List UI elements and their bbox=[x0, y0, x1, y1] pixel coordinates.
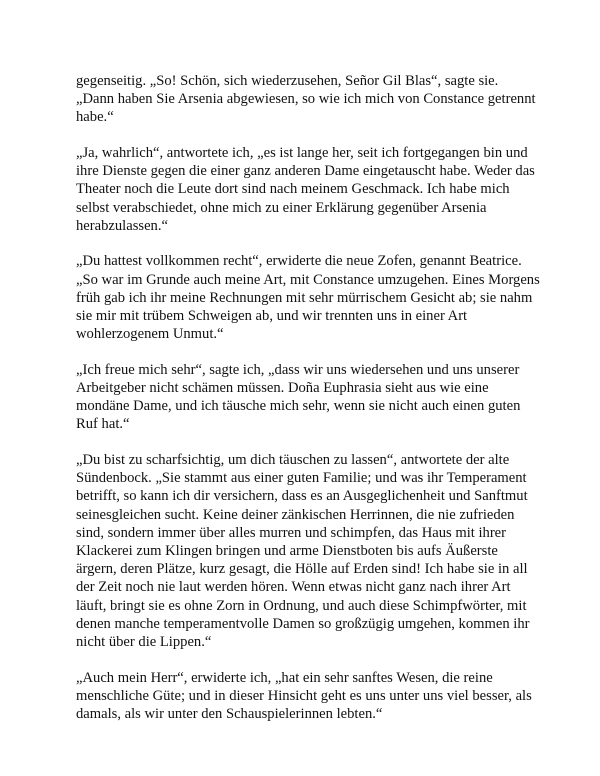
paragraph-2: „Ja, wahrlich“, antwortete ich, „es ist lange her, seit ich fortgegangen bin und ihre Dienste gegen die einer ganz anderen Dame eingetauscht habe. Weder das Theater noch die Leute dort sind nach meinem Geschmack. Ich habe mich selbst verabschiedet, ohne mich zu einer Erklärung gegenüber Arsenia herabzulassen.“ bbox=[76, 145, 535, 234]
paragraph-5: „Du bist zu scharfsichtig, um dich täuschen zu lassen“, antwortete der alte Sündenbock. „Sie stammt aus einer guten Familie; und was ihr Temperament betrifft, so kann ich dir versichern, dass es an Ausgeglichenheit und Sanftmut seinesgleichen sucht. Keine deiner zänkischen Herrinnen, die nie zufrieden sind, sondern immer über alles murren und schimpfen, das Haus mit ihrer Klackerei zum Klingen bringen und arme Dienstboten bis aufs Äußerste ärgern, deren Plätze, kurz gesagt, die Hölle auf Erden sind! Ich habe sie in all der Zeit noch nie laut werden hören. Wenn etwas nicht ganz nach ihrer Art läuft, bringt sie es ohne Zorn in Ordnung, und auch diese Schimpfwörter, mit denen manche temperamentvolle Damen so großzügig umgehen, kommen ihr nicht über die Lippen.“ bbox=[76, 452, 530, 651]
body-text bbox=[76, 72, 540, 741]
paragraph-4: „Ich freue mich sehr“, sagte ich, „dass wir uns wiedersehen und uns unserer Arbeitgeber nicht schämen müssen. Doña Euphrasia sieht aus wie eine mondäne Dame, und ich täusche mich sehr, wenn sie nicht auch einen guten Ruf hat.“ bbox=[76, 361, 521, 433]
paragraph-1: gegenseitig. „So! Schön, sich wiederzusehen, Señor Gil Blas“, sagte sie. „Dann haben Sie Arsenia abgewiesen, so wie ich mich von Constance getrennt habe.“ bbox=[76, 73, 536, 126]
paragraph-3: „Du hattest vollkommen recht“, erwiderte die neue Zofen, genannt Beatrice. „So war im Grunde auch meine Art, mit Constance umzugehen. Eines Morgens früh gab ich ihr meine Rechnungen mit sehr mürrischem Gesicht ab; sie nahm sie mir mit trübem Schweigen ab, und wir trennten uns in einer Art wohlerzogenem Unmut.“ bbox=[76, 253, 540, 343]
paragraph-6: „Auch mein Herr“, erwiderte ich, „hat ein sehr sanftes Wesen, die reine menschliche Güte; und in dieser Hinsicht geht es uns unter uns viel besser, als damals, als wir unter den Schauspielerinnen lebten.“ bbox=[76, 669, 532, 723]
